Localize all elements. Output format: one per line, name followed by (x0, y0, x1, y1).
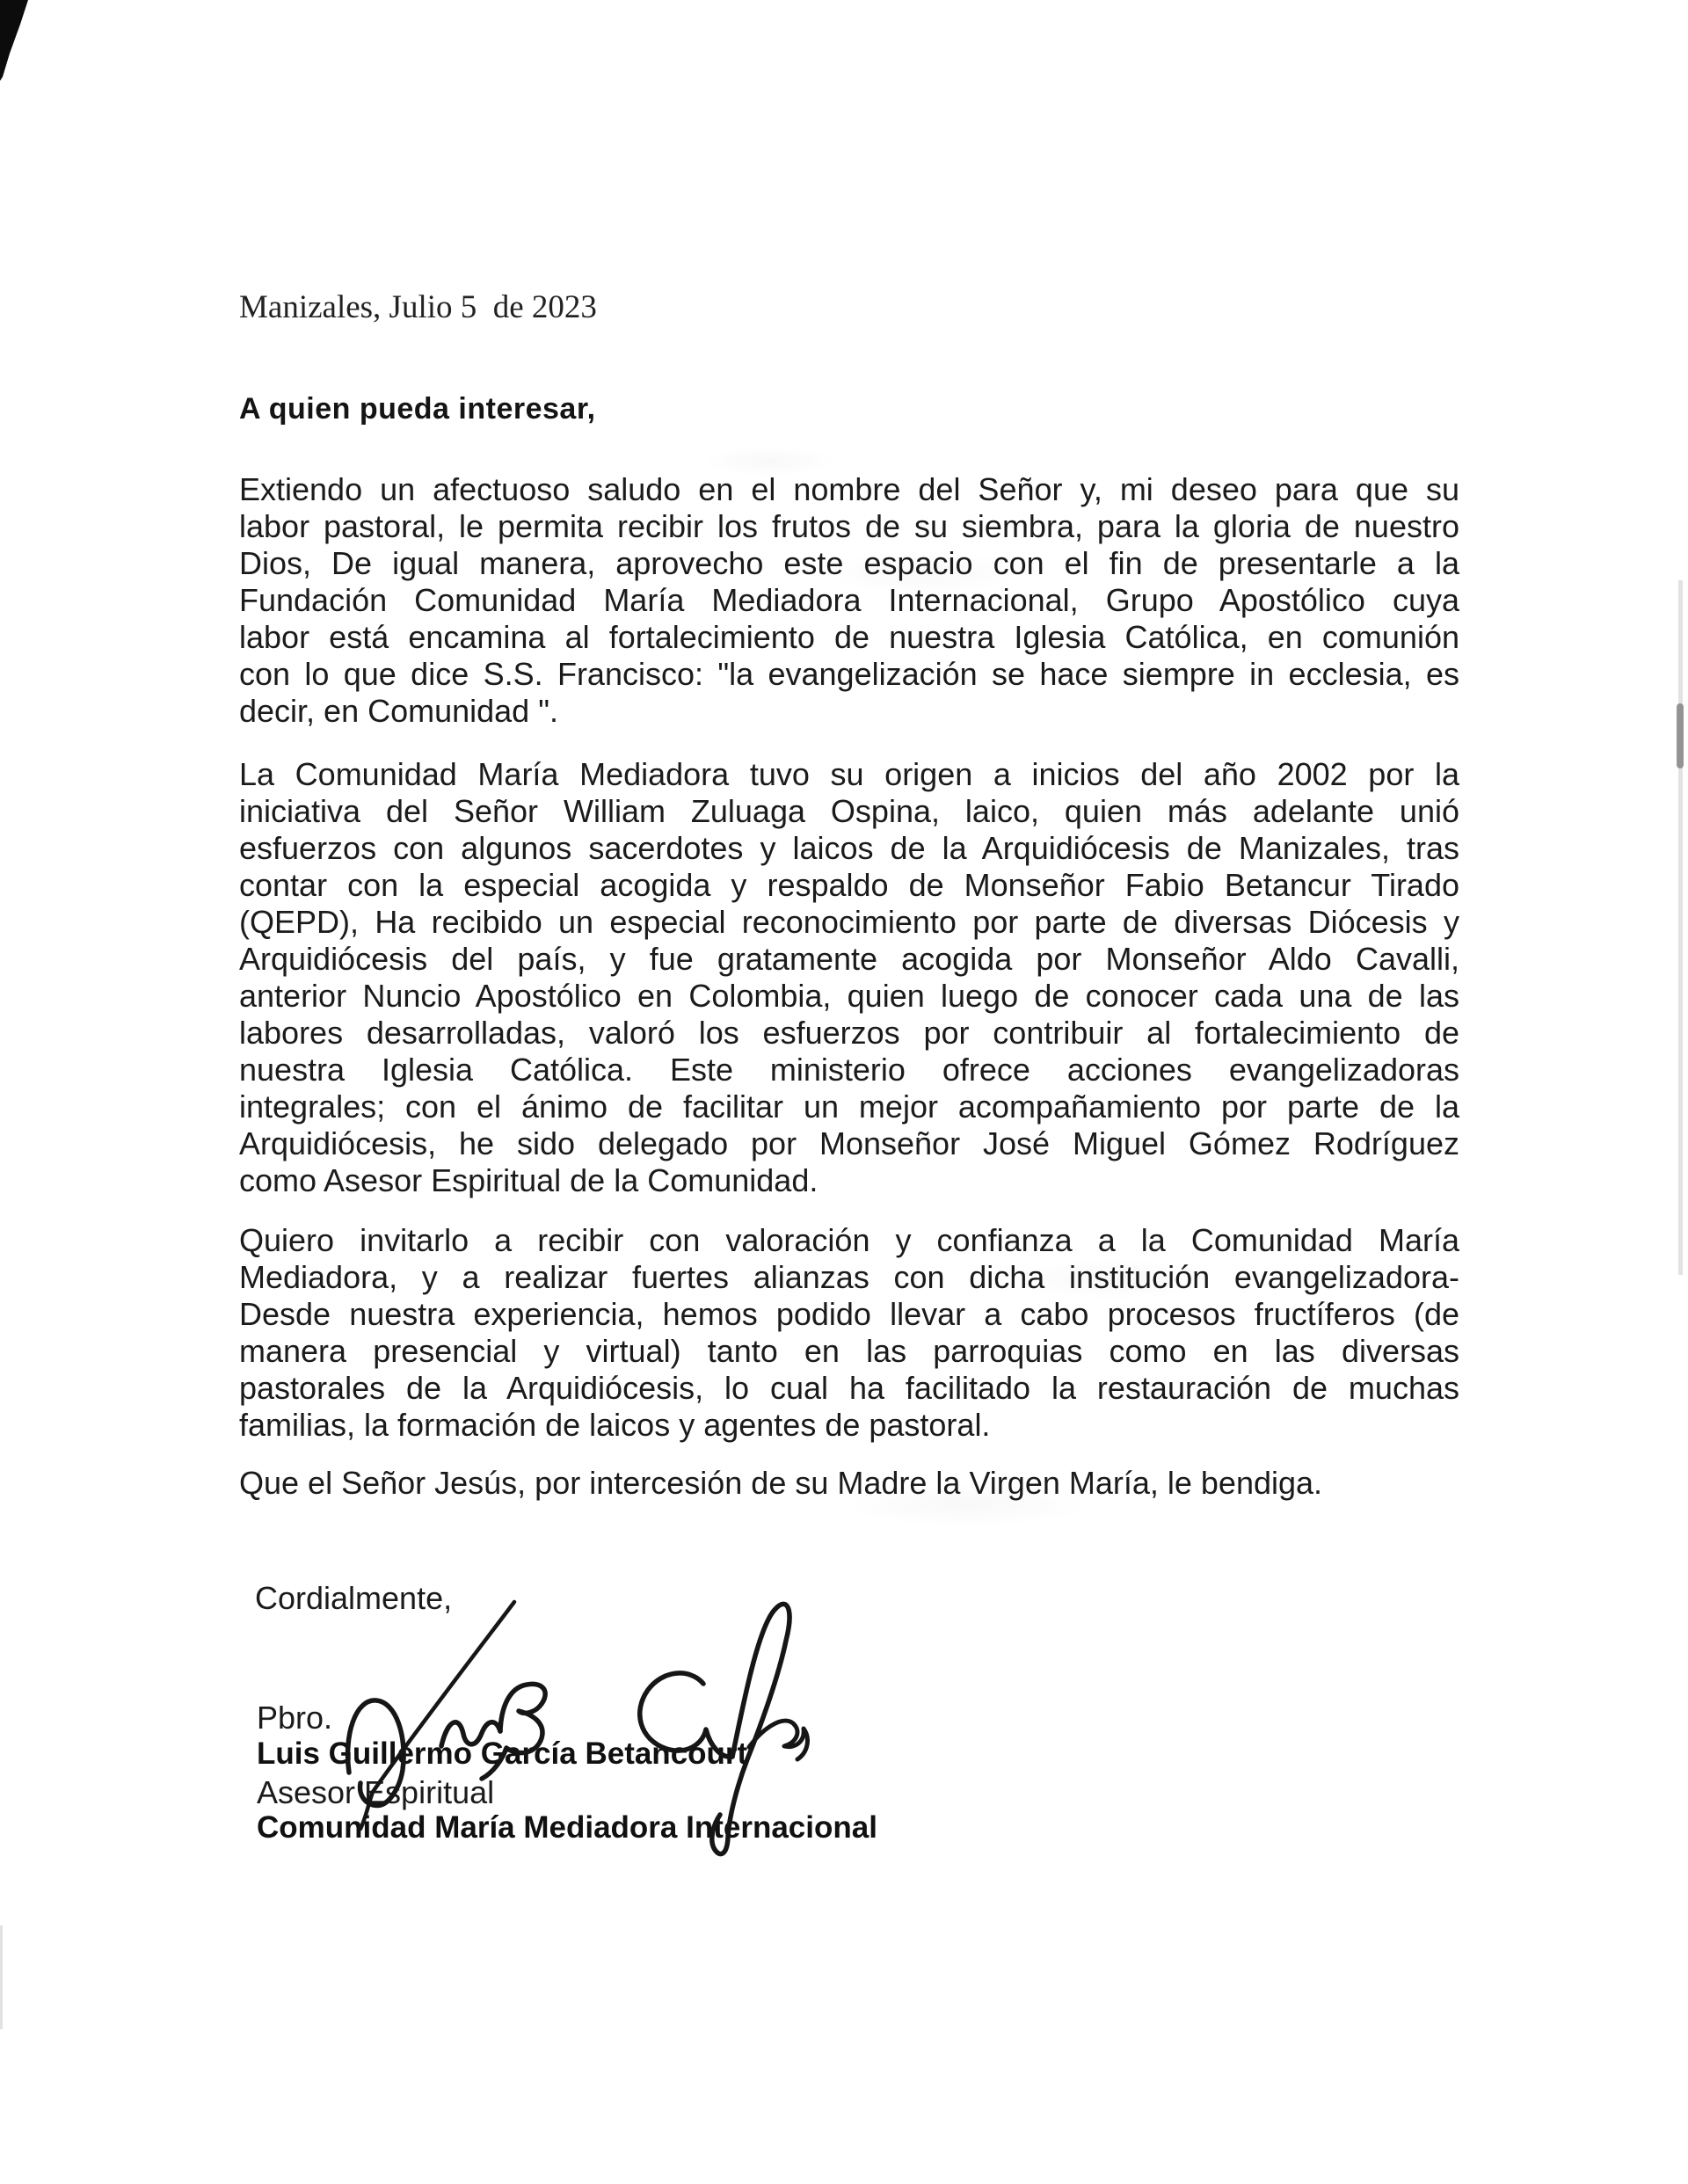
blessing-line (239, 1465, 1459, 1502)
scan-edge-line (1678, 580, 1683, 1275)
body-line: labores desarrolladas, valoró los esfuerzos por contribuir al fortalecimiento de (239, 1015, 1459, 1051)
body-line: con lo que dice S.S. Francisco: "la evangelización se hace siempre in ecclesia, es (239, 656, 1459, 692)
body-line: esfuerzos con algunos sacerdotes y laicos de la Arquidiócesis de Manizales, tras (239, 830, 1459, 866)
body-line: iniciativa del Señor William Zuluaga Ospina, laico, quien más adelante unió (239, 793, 1459, 829)
body-line: (QEPD), Ha recibido un especial reconocimiento por parte de diversas Diócesis y (239, 904, 1459, 940)
signer-title: Pbro. (257, 1700, 333, 1736)
paragraph-1 (239, 471, 1459, 730)
body-line: Extiendo un afectuoso saludo en el nombre del Señor y, mi deseo para que su (239, 471, 1459, 507)
paragraph-2 (239, 756, 1459, 1199)
handwritten-signature-ink (246, 1547, 1037, 1882)
body-line: contar con la especial acogida y respaldo de Monseñor Fabio Betancur Tirado (239, 867, 1459, 903)
scan-left-edge-mark (0, 1926, 3, 2029)
paragraph-3 (239, 1222, 1459, 1444)
closing-word: Cordialmente, (255, 1580, 453, 1616)
scan-corner-mark (0, 0, 42, 81)
signer-organization: Comunidad María Mediadora Internacional (257, 1810, 877, 1845)
body-line: labor está encamina al fortalecimiento de nuestra Iglesia Católica, en comunión (239, 619, 1459, 655)
body-line: Desde nuestra experiencia, hemos podido llevar a cabo procesos fructíferos (de (239, 1296, 1459, 1332)
body-line: pastorales de la Arquidiócesis, lo cual ha facilitado la restauración de muchas (239, 1370, 1459, 1406)
body-line: nuestra Iglesia Católica. Este ministerio ofrece acciones evangelizadoras (239, 1052, 1459, 1088)
body-line: labor pastoral, le permita recibir los frutos de su siembra, para la gloria de nuestro (239, 508, 1459, 544)
body-line: familias, la formación de laicos y agentes de pastoral. (239, 1407, 991, 1443)
signer-role: Asesor Espiritual (257, 1774, 495, 1810)
salutation: A quien pueda interesar, (239, 392, 596, 426)
body-line: Arquidiócesis del país, y fue gratamente acogida por Monseñor Aldo Cavalli, (239, 941, 1459, 977)
body-line: Quiero invitarlo a recibir con valoración y confianza a la Comunidad María (239, 1222, 1459, 1258)
body-line: La Comunidad María Mediadora tuvo su origen a inicios del año 2002 por la (239, 756, 1459, 792)
signer-name: Luis Guillermo García Betancourt (257, 1736, 748, 1771)
body-line: Fundación Comunidad María Mediadora Internacional, Grupo Apostólico cuya (239, 582, 1459, 618)
body-line: integrales; con el ánimo de facilitar un mejor acompañamiento por parte de la (239, 1088, 1459, 1125)
body-line: anterior Nuncio Apostólico en Colombia, quien luego de conocer cada una de las (239, 978, 1459, 1014)
body-line: decir, en Comunidad ". (239, 693, 558, 729)
date-line: Manizales, Julio 5 de 2023 (239, 289, 597, 325)
body-line: Que el Señor Jesús, por intercesión de su Madre la Virgen María, le bendiga. (239, 1465, 1323, 1501)
body-line: como Asesor Espiritual de la Comunidad. (239, 1162, 819, 1198)
scan-edge-dash (1677, 703, 1684, 768)
body-line: Dios, De igual manera, aprovecho este espacio con el fin de presentarle a la (239, 545, 1459, 581)
body-line: Arquidiócesis, he sido delegado por Monseñor José Miguel Gómez Rodríguez (239, 1125, 1459, 1161)
body-line: manera presencial y virtual) tanto en las parroquias como en las diversas (239, 1333, 1459, 1369)
body-line: Mediadora, y a realizar fuertes alianzas con dicha institución evangelizadora- (239, 1259, 1459, 1295)
